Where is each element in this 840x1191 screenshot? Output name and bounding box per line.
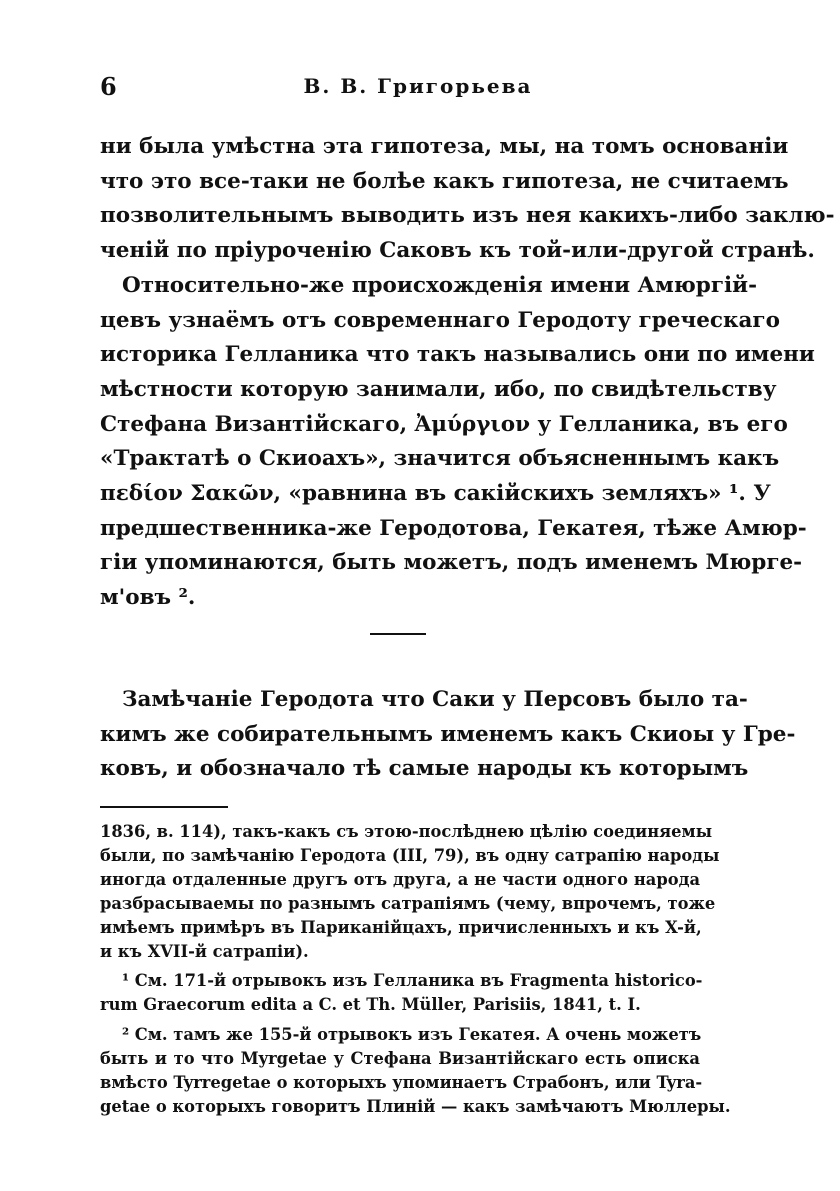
footnote-line: иногда отдаленные другъ отъ друга, а не части одного народа (100, 869, 700, 889)
text-line: «Трактатѣ о Скиоахъ», значится объясненнымъ какъ (100, 446, 780, 472)
footnote-2-line: быть и то что Myrgetae у Стефана Византійскаго есть описка (100, 1049, 700, 1069)
text-line: предшественника-же Геродотова, Гекатея, тѣже Амюр- (100, 515, 807, 541)
main-text (100, 130, 835, 616)
footnote-line: имѣемъ примѣръ въ Париканійцахъ, причисленныхъ и къ X-й, (100, 917, 702, 937)
text-line: м'овъ ². (100, 585, 196, 611)
section-divider (370, 633, 426, 635)
footnote-2-line: getae о которыхъ говоритъ Плиній — какъ замѣчаютъ Мюллеры. (100, 1096, 731, 1116)
footnote-line: 1836, в. 114), такъ-какъ съ этою-послѣднею цѣлію соединяемы (100, 822, 713, 841)
text-line: ни была умѣстна эта гипотеза, мы, на томъ основаніи (100, 134, 789, 159)
text-line: Относительно-же происхожденія имени Амюргій- (122, 272, 758, 298)
text-line: Стефана Византійскаго, Ἀμύργιον у Гелланика, въ его (100, 411, 788, 437)
text-line: кимъ же собирательнымъ именемъ какъ Скиоы у Гре- (100, 721, 796, 747)
footnote-line: разбрасываемы по разнымъ сатрапіямъ (чему, впрочемъ, тоже (100, 893, 716, 913)
page-number: 6 (100, 72, 117, 101)
footnote-1-line: rum Graecorum edita a C. et Th. Müller, Parisiis, 1841, t. I. (100, 995, 641, 1015)
footnote-rule (100, 806, 228, 808)
text-line: ченій по пріуроченію Саковъ къ той-или-другой странѣ. (100, 238, 815, 264)
footnote-line: были, по замѣчанію Геродота (III, 79), въ одну сатрапію народы (100, 845, 720, 865)
text-line: πεδίον Σακῶν, «равнина въ сакійскихъ земляхъ» ¹. У (100, 481, 771, 507)
running-head: В. В. Григорьева (303, 74, 533, 98)
section-two-text (100, 683, 796, 787)
text-line: цевъ узнаёмъ отъ современнаго Геродоту греческаго (100, 307, 780, 333)
footnote-2-line: ² См. тамъ же 155-й отрывокъ изъ Гекатея. А очень можетъ (122, 1025, 702, 1045)
text-line: позволительнымъ выводить изъ нея какихъ-либо заклю- (100, 203, 835, 229)
text-line: ковъ, и обозначало тѣ самые народы къ которымъ (100, 756, 749, 782)
text-line: что это все-таки не болѣе какъ гипотеза, не считаемъ (100, 168, 789, 194)
footnote-2-line: вмѣсто Tyrregetae о которыхъ упоминаетъ Страбонъ, или Tyra- (100, 1073, 703, 1093)
footnotes (100, 820, 731, 1119)
page-header (100, 72, 736, 108)
text-line: Замѣчаніе Геродота что Саки у Персовъ было та- (122, 687, 748, 712)
text-line: мѣстности которую занимали, ибо, по свидѣтельству (100, 376, 777, 402)
text-line: историка Гелланика что такъ назывались они по имени (100, 342, 815, 368)
text-line: гіи упоминаются, быть можетъ, подъ именемъ Мюрге- (100, 550, 803, 576)
footnote-line: и къ XVII-й сатрапіи). (100, 941, 309, 961)
footnote-1-line: ¹ См. 171-й отрывокъ изъ Гелланика въ Fragmenta historico- (122, 971, 703, 991)
